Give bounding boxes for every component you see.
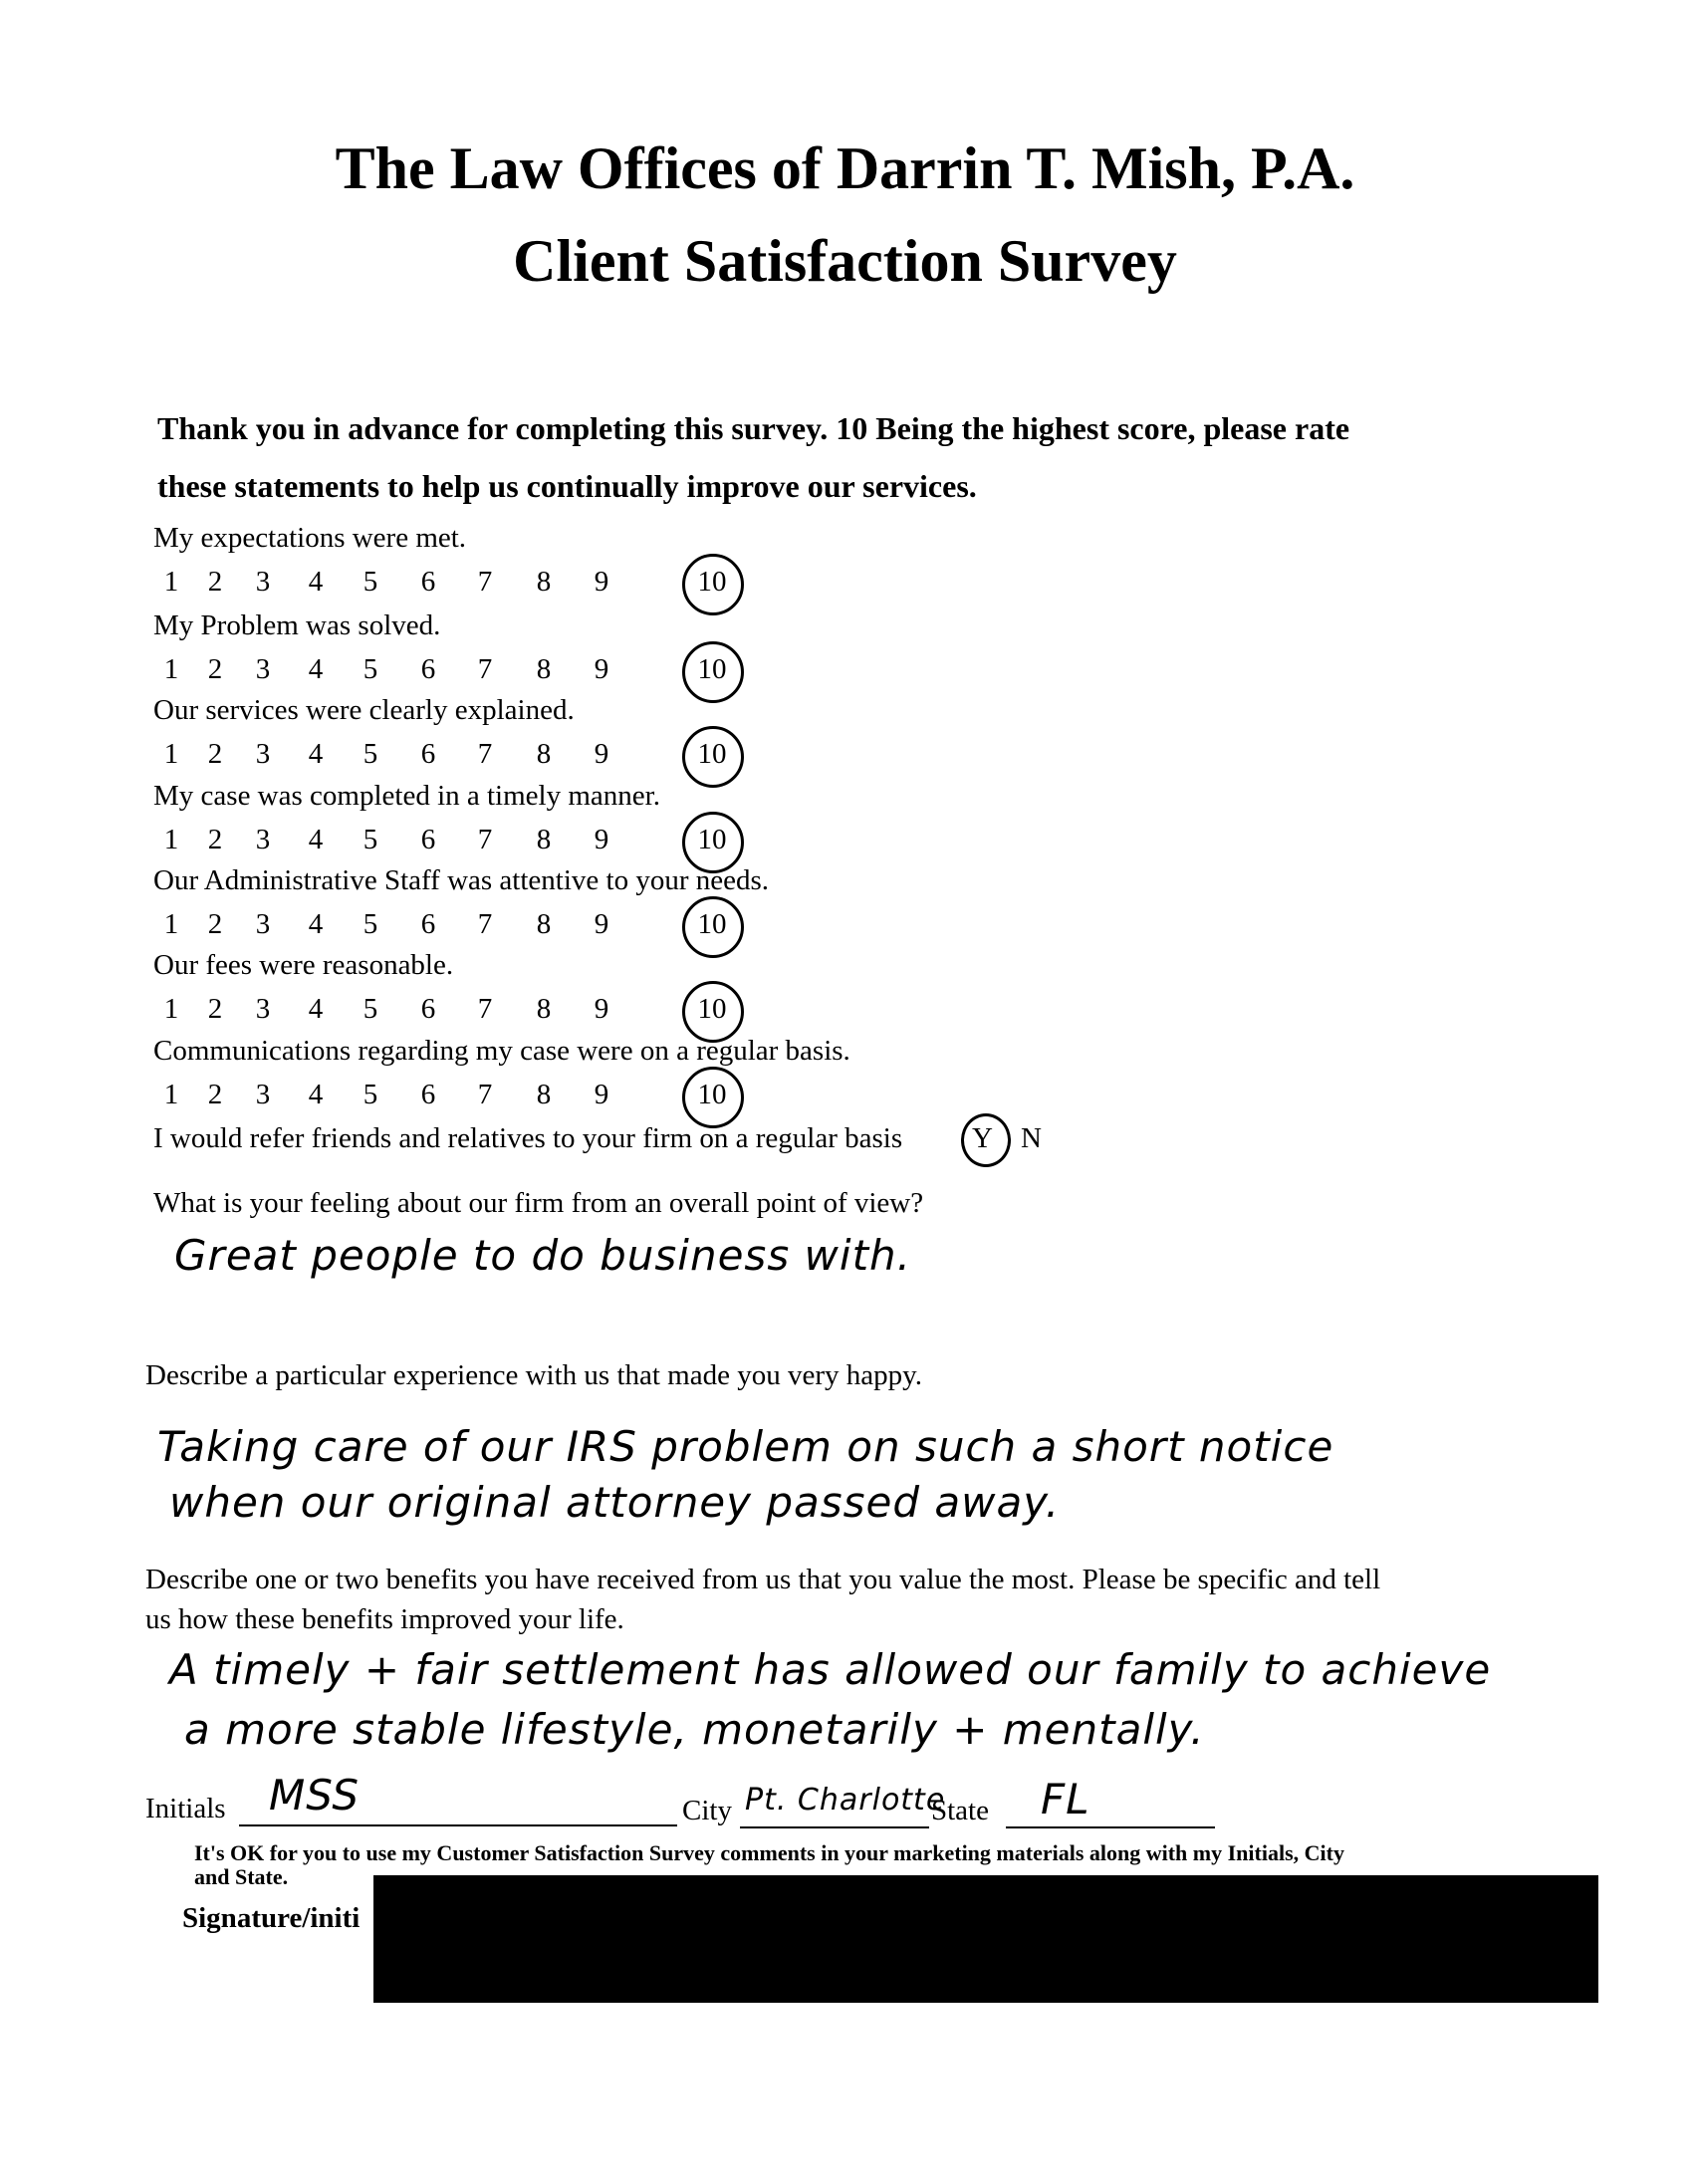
rating-option[interactable]: 3 xyxy=(255,1079,271,1110)
selected-rating-circle xyxy=(682,554,744,615)
state-value[interactable]: FL xyxy=(1041,1775,1090,1823)
rating-option[interactable]: 5 xyxy=(362,566,378,598)
question-text: My case was completed in a timely manner. xyxy=(153,780,660,812)
rating-option[interactable]: 3 xyxy=(255,993,271,1025)
refer-no[interactable]: N xyxy=(1021,1122,1042,1154)
rating-option[interactable]: 9 xyxy=(594,824,609,855)
rating-option[interactable]: 3 xyxy=(255,653,271,685)
overall-question: What is your feeling about our firm from an overall point of view? xyxy=(153,1187,924,1219)
rating-option[interactable]: 7 xyxy=(477,908,493,940)
rating-option[interactable]: 1 xyxy=(163,566,179,598)
rating-option[interactable]: 3 xyxy=(255,824,271,855)
rating-option[interactable]: 8 xyxy=(536,1079,552,1110)
rating-option[interactable]: 10 xyxy=(697,908,727,940)
initials-line xyxy=(239,1824,677,1826)
benefits-question-line-2: us how these benefits improved your life. xyxy=(145,1603,624,1635)
rating-option[interactable]: 6 xyxy=(420,908,436,940)
rating-option[interactable]: 9 xyxy=(594,1079,609,1110)
rating-scale xyxy=(151,824,769,863)
rating-option[interactable]: 7 xyxy=(477,1079,493,1110)
rating-option[interactable]: 4 xyxy=(308,908,324,940)
rating-option[interactable]: 7 xyxy=(477,993,493,1025)
rating-option[interactable]: 1 xyxy=(163,1079,179,1110)
rating-option[interactable]: 8 xyxy=(536,908,552,940)
rating-option[interactable]: 10 xyxy=(697,566,727,598)
benefits-answer-line-1[interactable]: A timely + fair settlement has allowed our family to achieve xyxy=(169,1645,1492,1694)
intro-line-2: these statements to help us continually improve our services. xyxy=(157,468,977,504)
selected-rating-circle xyxy=(682,641,744,703)
survey-title: Client Satisfaction Survey xyxy=(513,228,1177,294)
rating-option[interactable]: 1 xyxy=(163,653,179,685)
question-text: Our Administrative Staff was attentive to your needs. xyxy=(153,864,770,896)
city-label: City xyxy=(682,1795,732,1826)
rating-option[interactable]: 5 xyxy=(362,993,378,1025)
benefits-answer-line-2[interactable]: a more stable lifestyle, monetarily + mentally. xyxy=(184,1705,1205,1754)
selected-rating-circle xyxy=(682,981,744,1043)
rating-option[interactable]: 3 xyxy=(255,908,271,940)
rating-option[interactable]: 2 xyxy=(207,824,223,855)
rating-option[interactable]: 4 xyxy=(308,738,324,770)
question-text: Communications regarding my case were on a regular basis. xyxy=(153,1035,850,1067)
rating-option[interactable]: 5 xyxy=(362,738,378,770)
rating-option[interactable]: 4 xyxy=(308,993,324,1025)
rating-option[interactable]: 2 xyxy=(207,738,223,770)
rating-option[interactable]: 9 xyxy=(594,566,609,598)
rating-option[interactable]: 5 xyxy=(362,824,378,855)
rating-option[interactable]: 5 xyxy=(362,908,378,940)
rating-option[interactable]: 7 xyxy=(477,653,493,685)
question-text: Our services were clearly explained. xyxy=(153,694,575,726)
question-text: Our fees were reasonable. xyxy=(153,949,454,981)
rating-scale xyxy=(151,566,769,606)
rating-option[interactable]: 4 xyxy=(308,824,324,855)
rating-option[interactable]: 7 xyxy=(477,566,493,598)
rating-option[interactable]: 6 xyxy=(420,566,436,598)
initials-value[interactable]: MSS xyxy=(269,1771,361,1820)
redaction-block xyxy=(373,1875,1598,2003)
rating-option[interactable]: 2 xyxy=(207,993,223,1025)
rating-option[interactable]: 10 xyxy=(697,824,727,855)
overall-answer[interactable]: Great people to do business with. xyxy=(174,1231,912,1280)
rating-option[interactable]: 1 xyxy=(163,738,179,770)
rating-option[interactable]: 6 xyxy=(420,653,436,685)
selected-rating-circle xyxy=(682,896,744,958)
rating-option[interactable]: 6 xyxy=(420,824,436,855)
rating-option[interactable]: 8 xyxy=(536,824,552,855)
experience-answer-line-1[interactable]: Taking care of our IRS problem on such a short notice xyxy=(157,1422,1334,1471)
intro-line-1: Thank you in advance for completing this survey. 10 Being the highest score, please rate xyxy=(157,410,1350,446)
rating-option[interactable]: 9 xyxy=(594,993,609,1025)
rating-option[interactable]: 6 xyxy=(420,993,436,1025)
experience-question: Describe a particular experience with us that made you very happy. xyxy=(145,1359,922,1391)
refer-question: I would refer friends and relatives to your firm on a regular basis xyxy=(153,1122,903,1154)
rating-option[interactable]: 9 xyxy=(594,653,609,685)
signature-label: Signature/initi xyxy=(182,1902,361,1934)
rating-scale xyxy=(151,738,769,778)
rating-option[interactable]: 9 xyxy=(594,908,609,940)
rating-option[interactable]: 5 xyxy=(362,653,378,685)
selected-rating-circle xyxy=(682,726,744,788)
benefits-question-line-1: Describe one or two benefits you have received from us that you value the most. Please be specific and tell xyxy=(145,1564,1381,1595)
rating-scale xyxy=(151,908,769,948)
firm-title: The Law Offices of Darrin T. Mish, P.A. xyxy=(335,135,1355,201)
city-value[interactable]: Pt. Charlotte xyxy=(745,1783,946,1818)
rating-scale xyxy=(151,993,769,1033)
rating-option[interactable]: 2 xyxy=(207,566,223,598)
rating-option[interactable]: 7 xyxy=(477,738,493,770)
selected-rating-circle xyxy=(682,1067,744,1128)
refer-yes[interactable]: Y xyxy=(972,1122,993,1154)
rating-option[interactable]: 3 xyxy=(255,738,271,770)
rating-option[interactable]: 10 xyxy=(697,1079,727,1110)
rating-option[interactable]: 2 xyxy=(207,908,223,940)
consent-line-1: It's OK for you to use my Customer Satisfaction Survey comments in your marketing materials along with my Initials, City xyxy=(194,1840,1344,1865)
rating-option[interactable]: 4 xyxy=(308,566,324,598)
rating-option[interactable]: 6 xyxy=(420,1079,436,1110)
rating-option[interactable]: 10 xyxy=(697,653,727,685)
rating-scale xyxy=(151,1079,769,1118)
rating-option[interactable]: 1 xyxy=(163,908,179,940)
rating-option[interactable]: 2 xyxy=(207,1079,223,1110)
rating-option[interactable]: 10 xyxy=(697,993,727,1025)
rating-option[interactable]: 7 xyxy=(477,824,493,855)
rating-option[interactable]: 8 xyxy=(536,653,552,685)
rating-option[interactable]: 10 xyxy=(697,738,727,770)
experience-answer-line-2[interactable]: when our original attorney passed away. xyxy=(169,1478,1061,1527)
city-line xyxy=(740,1826,929,1828)
rating-option[interactable]: 9 xyxy=(594,738,609,770)
rating-option[interactable]: 1 xyxy=(163,824,179,855)
rating-option[interactable]: 8 xyxy=(536,566,552,598)
rating-option[interactable]: 4 xyxy=(308,1079,324,1110)
state-label: State xyxy=(931,1795,989,1826)
consent-line-2: and State. xyxy=(194,1864,289,1889)
initials-label: Initials xyxy=(145,1793,226,1824)
rating-option[interactable]: 3 xyxy=(255,566,271,598)
rating-option[interactable]: 8 xyxy=(536,993,552,1025)
state-line xyxy=(1006,1826,1215,1828)
rating-option[interactable]: 1 xyxy=(163,993,179,1025)
rating-option[interactable]: 4 xyxy=(308,653,324,685)
rating-option[interactable]: 6 xyxy=(420,738,436,770)
question-text: My Problem was solved. xyxy=(153,609,441,641)
rating-option[interactable]: 8 xyxy=(536,738,552,770)
rating-option[interactable]: 5 xyxy=(362,1079,378,1110)
rating-scale xyxy=(151,653,769,693)
rating-option[interactable]: 2 xyxy=(207,653,223,685)
question-text: My expectations were met. xyxy=(153,522,467,554)
